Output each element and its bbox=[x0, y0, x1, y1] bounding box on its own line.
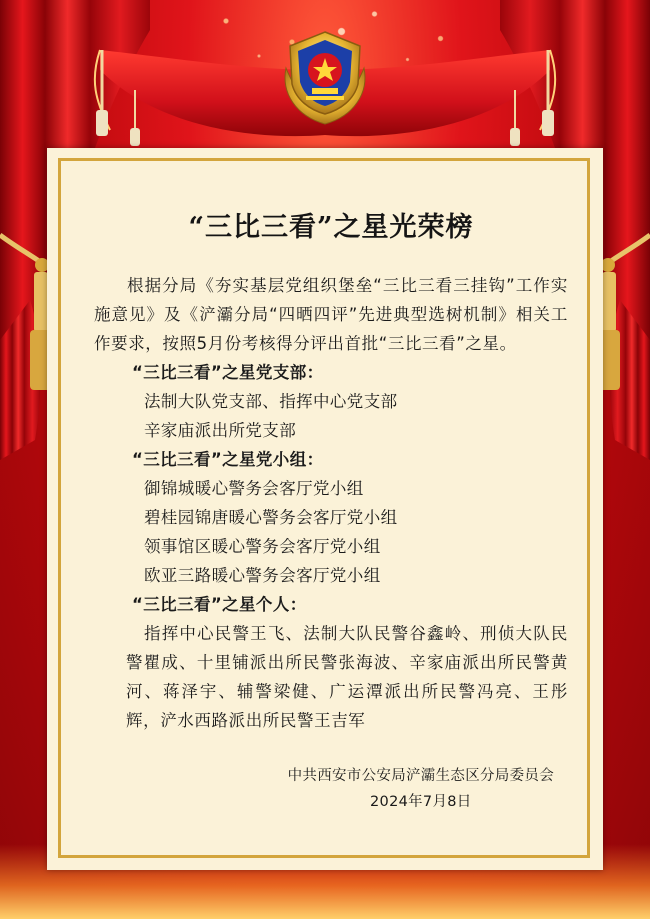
intro-paragraph: 根据分局《夯实基层党组织堡垒“三比三看三挂钩”工作实施意见》及《浐灞分局“四晒四评”先进典型选树机制》相关工作要求，按照5月份考核得分评出首批“三比三看”之星。 bbox=[94, 276, 568, 353]
police-emblem-icon bbox=[276, 28, 374, 128]
list-item: 法制大队党支部、指挥中心党支部 bbox=[144, 392, 398, 411]
signature-block bbox=[288, 763, 554, 815]
list-item: 领事馆区暖心警务会客厅党小组 bbox=[144, 537, 381, 556]
section-heading-individual: “三比三看”之星个人： bbox=[132, 595, 307, 614]
issue-date: 2024年7月8日 bbox=[370, 794, 472, 810]
list-item: 御锦城暖心警务会客厅党小组 bbox=[144, 479, 364, 498]
page-title: “三比三看”之星光荣榜 bbox=[188, 212, 474, 243]
list-item: 辛家庙派出所党支部 bbox=[144, 421, 297, 440]
individual-list: 指挥中心民警王飞、法制大队民警谷鑫岭、刑侦大队民警瞿成、十里铺派出所民警张海波、辛家庙派出所民警黄河、蒋泽宇、辅警梁健、广运潭派出所民警冯亮、王彤辉，浐水西路派出所民警王吉军 bbox=[126, 624, 568, 730]
list-item: 欧亚三路暖心警务会客厅党小组 bbox=[144, 566, 381, 585]
notice-content bbox=[94, 205, 568, 735]
section-heading-branch: “三比三看”之星党支部： bbox=[132, 363, 324, 382]
section-heading-group: “三比三看”之星党小组： bbox=[132, 450, 324, 469]
signer-name: 中共西安市公安局浐灞生态区分局委员会 bbox=[287, 768, 554, 784]
list-item: 碧桂园锦唐暖心警务会客厅党小组 bbox=[144, 508, 398, 527]
